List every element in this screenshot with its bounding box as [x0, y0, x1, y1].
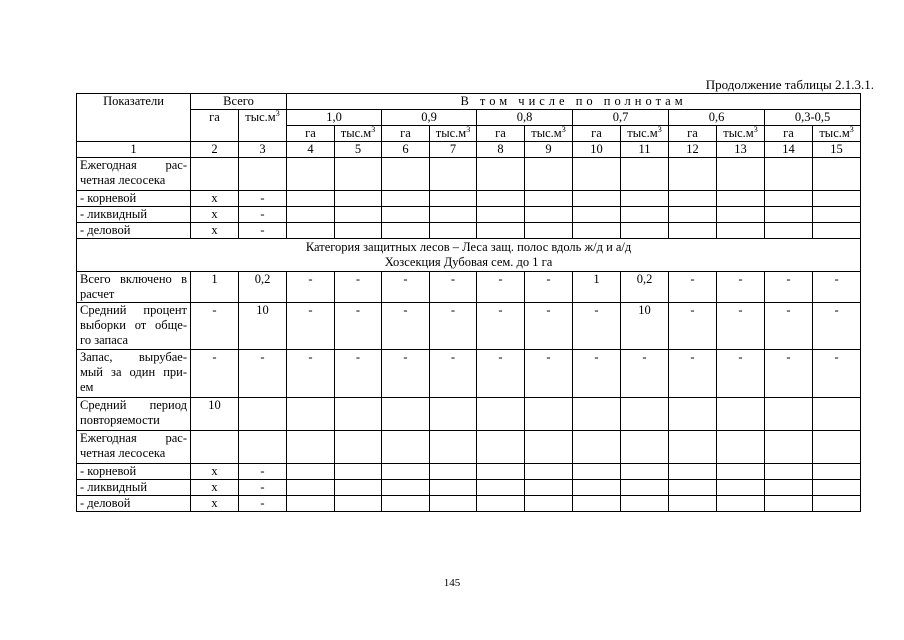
value-cell: [573, 158, 621, 191]
row-label: [77, 158, 191, 191]
table-row: [77, 431, 861, 464]
value-cell: -: [525, 272, 573, 303]
value-cell: -: [239, 223, 287, 239]
row-label: [77, 431, 191, 464]
value-cell: [669, 431, 717, 464]
value-cell: [717, 191, 765, 207]
value-cell: [813, 480, 861, 496]
table-row: [77, 207, 861, 223]
value-cell: [813, 207, 861, 223]
col-number-15: 15: [813, 142, 861, 158]
value-cell: [621, 496, 669, 512]
value-cell: [621, 431, 669, 464]
value-cell: [430, 207, 477, 223]
header-density-ha-3: га: [573, 126, 621, 142]
header-col-numbers: [77, 142, 861, 158]
value-cell: [382, 223, 430, 239]
value-cell: -: [239, 496, 287, 512]
section-header: [77, 239, 861, 272]
value-cell: [717, 480, 765, 496]
value-cell: -: [191, 303, 239, 350]
value-cell: 0,2: [239, 272, 287, 303]
table-row: [77, 350, 861, 398]
unit-text: тыс.м: [627, 126, 658, 140]
header-density-group: В том числе по полнотам: [287, 94, 861, 110]
header-density-ths-1: [430, 126, 477, 142]
value-cell: 1: [573, 272, 621, 303]
value-cell: х: [191, 496, 239, 512]
value-cell: [477, 207, 525, 223]
unit-text: тыс.м: [723, 126, 754, 140]
section-category: Категория защитных лесов – Леса защ. полос вдоль ж/д и а/д: [305, 240, 632, 254]
value-cell: [525, 398, 573, 431]
value-cell: [813, 464, 861, 480]
value-cell: -: [430, 303, 477, 350]
value-cell: [669, 480, 717, 496]
label-line: ем: [80, 380, 94, 394]
value-cell: [335, 431, 382, 464]
value-cell: -: [287, 272, 335, 303]
value-cell: х: [191, 464, 239, 480]
unit-superscript: 3: [466, 125, 471, 134]
header-density-ths-2: [525, 126, 573, 142]
label-line: Ежегодная рас-: [80, 431, 187, 445]
header-density-ha-4: га: [669, 126, 717, 142]
value-cell: -: [813, 350, 861, 398]
table-row: [77, 496, 861, 512]
col-number-11: 11: [621, 142, 669, 158]
value-cell: [477, 480, 525, 496]
value-cell: [430, 431, 477, 464]
value-cell: х: [191, 191, 239, 207]
value-cell: -: [717, 303, 765, 350]
value-cell: [335, 398, 382, 431]
value-cell: [287, 480, 335, 496]
header-density-2: 0,8: [477, 110, 573, 126]
value-cell: [525, 464, 573, 480]
value-cell: [477, 398, 525, 431]
row-label: [77, 398, 191, 431]
value-cell: [382, 158, 430, 191]
value-cell: [717, 464, 765, 480]
col-number-7: 7: [430, 142, 477, 158]
value-cell: -: [477, 350, 525, 398]
value-cell: [621, 223, 669, 239]
table-row: [77, 464, 861, 480]
label-line: повторяемости: [80, 413, 160, 427]
row-label: - корневой: [77, 191, 191, 207]
header-density-ths-3: [621, 126, 669, 142]
row-label: [77, 464, 191, 480]
value-cell: [765, 223, 813, 239]
row-label: [77, 480, 191, 496]
header-density-ha-1: га: [382, 126, 430, 142]
value-cell: [813, 398, 861, 431]
value-cell: -: [335, 350, 382, 398]
value-cell: -: [430, 350, 477, 398]
value-cell: [287, 496, 335, 512]
value-cell: [765, 191, 813, 207]
value-cell: [382, 496, 430, 512]
value-cell: -: [765, 303, 813, 350]
value-cell: [430, 223, 477, 239]
page-number: 145: [443, 577, 461, 589]
header-row-1: [77, 94, 861, 110]
value-cell: [573, 398, 621, 431]
label-line: - ликвидный: [80, 480, 148, 494]
value-cell: -: [813, 272, 861, 303]
header-density-3: 0,7: [573, 110, 669, 126]
value-cell: [287, 223, 335, 239]
col-number-6: 6: [382, 142, 430, 158]
value-cell: [573, 431, 621, 464]
unit-superscript: 3: [657, 125, 662, 134]
value-cell: -: [669, 303, 717, 350]
label-line: рас-: [165, 158, 187, 172]
value-cell: [525, 431, 573, 464]
value-cell: [335, 464, 382, 480]
value-cell: [525, 207, 573, 223]
value-cell: -: [239, 350, 287, 398]
value-cell: [765, 464, 813, 480]
header-density-1: 0,9: [382, 110, 477, 126]
value-cell: [191, 431, 239, 464]
value-cell: [239, 158, 287, 191]
section-header-row: [77, 239, 861, 272]
value-cell: [765, 207, 813, 223]
value-cell: -: [287, 350, 335, 398]
value-cell: [621, 158, 669, 191]
col-number-5: 5: [335, 142, 382, 158]
label-line: - деловой: [80, 496, 131, 510]
row-label: [77, 272, 191, 303]
header-density-4: 0,6: [669, 110, 765, 126]
label-line: Запас, вырубае-: [80, 350, 187, 364]
value-cell: -: [477, 272, 525, 303]
value-cell: [573, 207, 621, 223]
value-cell: [382, 464, 430, 480]
value-cell: [813, 496, 861, 512]
value-cell: -: [191, 350, 239, 398]
value-cell: -: [239, 207, 287, 223]
value-cell: [813, 431, 861, 464]
value-cell: -: [382, 272, 430, 303]
unit-superscript: 3: [753, 125, 758, 134]
value-cell: [430, 464, 477, 480]
label-line: расчет: [80, 287, 115, 301]
value-cell: [573, 464, 621, 480]
col-number-3: 3: [239, 142, 287, 158]
value-cell: [717, 496, 765, 512]
label-line: четная лесосека: [80, 173, 166, 187]
value-cell: [717, 158, 765, 191]
value-cell: [525, 158, 573, 191]
value-cell: [621, 191, 669, 207]
row-label: - ликвидный: [77, 207, 191, 223]
value-cell: [477, 496, 525, 512]
value-cell: [335, 158, 382, 191]
value-cell: -: [382, 303, 430, 350]
value-cell: [813, 158, 861, 191]
value-cell: [477, 223, 525, 239]
table-row: [77, 158, 861, 191]
value-cell: [287, 207, 335, 223]
value-cell: х: [191, 207, 239, 223]
value-cell: -: [717, 272, 765, 303]
col-number-10: 10: [573, 142, 621, 158]
value-cell: [287, 191, 335, 207]
value-cell: [765, 480, 813, 496]
value-cell: [477, 158, 525, 191]
value-cell: [573, 223, 621, 239]
value-cell: [525, 480, 573, 496]
value-cell: [765, 158, 813, 191]
value-cell: [621, 480, 669, 496]
unit-superscript: 3: [275, 109, 280, 118]
row-label: [77, 303, 191, 350]
value-cell: [525, 223, 573, 239]
value-cell: -: [717, 350, 765, 398]
table-row: [77, 303, 861, 350]
label-line: выборки от обще-: [80, 318, 187, 332]
col-number-8: 8: [477, 142, 525, 158]
value-cell: 10: [239, 303, 287, 350]
value-cell: [287, 158, 335, 191]
value-cell: -: [525, 303, 573, 350]
label-line: Всего включено в: [80, 272, 187, 286]
value-cell: -: [573, 350, 621, 398]
forest-table: [76, 93, 861, 512]
col-number-2: 2: [191, 142, 239, 158]
value-cell: [765, 496, 813, 512]
value-cell: [765, 398, 813, 431]
header-density-ths-5: [813, 126, 861, 142]
value-cell: -: [525, 350, 573, 398]
unit-superscript: 3: [849, 125, 854, 134]
value-cell: -: [669, 272, 717, 303]
value-cell: [717, 431, 765, 464]
header-density-5: 0,3-0,5: [765, 110, 861, 126]
value-cell: [477, 464, 525, 480]
row-label: [77, 496, 191, 512]
value-cell: [335, 207, 382, 223]
value-cell: [717, 398, 765, 431]
value-cell: [335, 191, 382, 207]
value-cell: [287, 398, 335, 431]
value-cell: [382, 398, 430, 431]
value-cell: [669, 191, 717, 207]
value-cell: [335, 223, 382, 239]
value-cell: [621, 398, 669, 431]
value-cell: -: [430, 272, 477, 303]
value-cell: [669, 496, 717, 512]
value-cell: [669, 158, 717, 191]
value-cell: х: [191, 480, 239, 496]
table-row: [77, 272, 861, 303]
value-cell: [669, 207, 717, 223]
value-cell: [573, 496, 621, 512]
value-cell: [477, 191, 525, 207]
value-cell: х: [191, 223, 239, 239]
value-cell: [765, 431, 813, 464]
value-cell: [525, 496, 573, 512]
table-row: [77, 398, 861, 431]
unit-superscript: 3: [371, 125, 376, 134]
unit-text: тыс.м: [531, 126, 562, 140]
unit-text: тыс.м: [819, 126, 850, 140]
row-label: [77, 350, 191, 398]
value-cell: [717, 207, 765, 223]
unit-text: тыс.м: [435, 126, 467, 140]
label-line: Средний период: [80, 398, 187, 412]
value-cell: -: [382, 350, 430, 398]
header-density-ths-0: [335, 126, 382, 142]
value-cell: [813, 191, 861, 207]
label-line: Средний процент: [80, 303, 187, 317]
value-cell: [430, 496, 477, 512]
value-cell: [239, 398, 287, 431]
value-cell: [191, 158, 239, 191]
label-line: мый за один при-: [80, 365, 187, 379]
value-cell: [287, 431, 335, 464]
value-cell: [525, 191, 573, 207]
value-cell: [621, 207, 669, 223]
table-row: [77, 223, 861, 239]
value-cell: [717, 223, 765, 239]
value-cell: [382, 431, 430, 464]
value-cell: [335, 496, 382, 512]
value-cell: 1: [191, 272, 239, 303]
value-cell: [287, 464, 335, 480]
value-cell: [430, 191, 477, 207]
header-density-ha-0: га: [287, 126, 335, 142]
col-number-12: 12: [669, 142, 717, 158]
value-cell: [669, 464, 717, 480]
value-cell: [430, 480, 477, 496]
col-number-1: 1: [77, 142, 191, 158]
value-cell: -: [239, 191, 287, 207]
value-cell: [573, 480, 621, 496]
header-density-ths-4: [717, 126, 765, 142]
value-cell: [382, 191, 430, 207]
value-cell: [621, 464, 669, 480]
col-number-13: 13: [717, 142, 765, 158]
value-cell: [382, 480, 430, 496]
value-cell: -: [239, 480, 287, 496]
label-line: Ежегодная: [80, 158, 137, 172]
value-cell: 0,2: [621, 272, 669, 303]
table-row: [77, 191, 861, 207]
col-number-9: 9: [525, 142, 573, 158]
value-cell: [573, 191, 621, 207]
header-total-ha: га: [191, 110, 239, 142]
header-total-ths: [239, 110, 287, 142]
value-cell: [430, 158, 477, 191]
label-line: го запаса: [80, 333, 128, 347]
value-cell: -: [287, 303, 335, 350]
header-row-2: [77, 110, 861, 126]
value-cell: -: [335, 272, 382, 303]
header-density-ha-2: га: [477, 126, 525, 142]
header-total: Всего: [191, 94, 287, 110]
unit-superscript: 3: [561, 125, 566, 134]
value-cell: -: [765, 272, 813, 303]
col-number-14: 14: [765, 142, 813, 158]
value-cell: [477, 431, 525, 464]
value-cell: [813, 223, 861, 239]
value-cell: 10: [621, 303, 669, 350]
unit-text: тыс.м: [245, 110, 276, 124]
value-cell: [382, 207, 430, 223]
value-cell: -: [669, 350, 717, 398]
value-cell: [239, 431, 287, 464]
value-cell: -: [621, 350, 669, 398]
value-cell: -: [477, 303, 525, 350]
value-cell: [669, 223, 717, 239]
table-row: [77, 480, 861, 496]
header-density-0: 1,0: [287, 110, 382, 126]
section-hozsection: Хозсекция Дубовая сем. до 1 га: [384, 255, 553, 269]
unit-text: тыс.м: [340, 126, 372, 140]
value-cell: [430, 398, 477, 431]
header-density-ha-5: га: [765, 126, 813, 142]
value-cell: -: [765, 350, 813, 398]
col-number-4: 4: [287, 142, 335, 158]
value-cell: -: [335, 303, 382, 350]
value-cell: [335, 480, 382, 496]
table-caption: Продолжение таблицы 2.1.3.1.: [705, 77, 874, 92]
value-cell: [669, 398, 717, 431]
label-line: четная лесосека: [80, 446, 166, 460]
value-cell: -: [573, 303, 621, 350]
value-cell: -: [813, 303, 861, 350]
value-cell: -: [239, 464, 287, 480]
label-line: - корневой: [80, 464, 137, 478]
header-indicators: Показатели: [77, 94, 191, 142]
value-cell: 10: [191, 398, 239, 431]
row-label: - деловой: [77, 223, 191, 239]
